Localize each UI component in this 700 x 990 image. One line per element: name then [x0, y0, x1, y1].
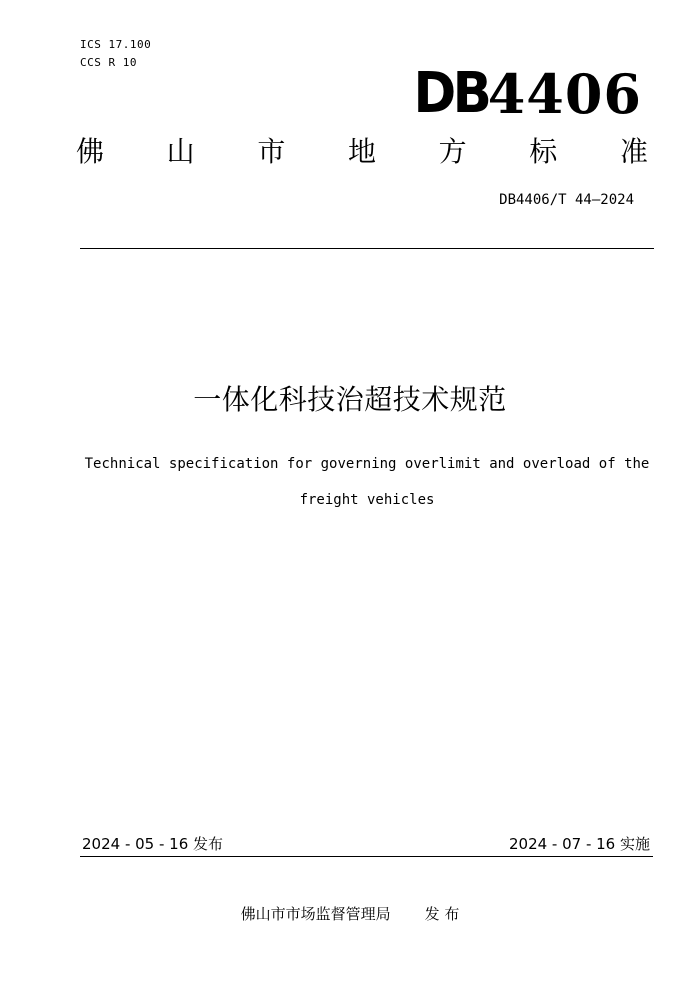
top-divider	[80, 248, 654, 249]
standard-kind-char: 标	[529, 135, 558, 168]
ics-code: ICS 17.100	[80, 38, 152, 51]
publish-date: 2024 - 05 - 16 发布	[82, 835, 224, 853]
standard-kind-char: 准	[619, 135, 648, 168]
classification-codes	[80, 36, 151, 72]
issuer-name: 佛山市市场监督管理局	[240, 905, 391, 923]
standard-kind-char: 市	[257, 135, 286, 168]
title-chinese: 一体化科技治超技术规范	[193, 383, 507, 416]
standard-kind-heading	[76, 134, 648, 170]
standard-kind-char: 方	[438, 135, 467, 168]
db-logo-number: 4406	[487, 62, 642, 126]
standard-number: DB4406/T 44—2024	[499, 192, 634, 208]
db-logo-letters: DB	[413, 61, 488, 126]
issuer-action: 发 布	[424, 905, 460, 923]
issuer-line	[0, 902, 700, 926]
standard-kind-char: 佛	[76, 135, 105, 168]
title-english: Technical specification for governing overlimit and overload of the freight vehicles	[84, 456, 650, 508]
bottom-divider	[80, 856, 653, 857]
ccs-code: CCS R 10	[80, 56, 137, 69]
date-row	[82, 832, 650, 856]
standard-kind-char: 地	[347, 135, 376, 168]
db-logo	[407, 61, 642, 126]
standard-kind-char: 山	[166, 135, 195, 168]
implement-date: 2024 - 07 - 16 实施	[508, 835, 650, 853]
